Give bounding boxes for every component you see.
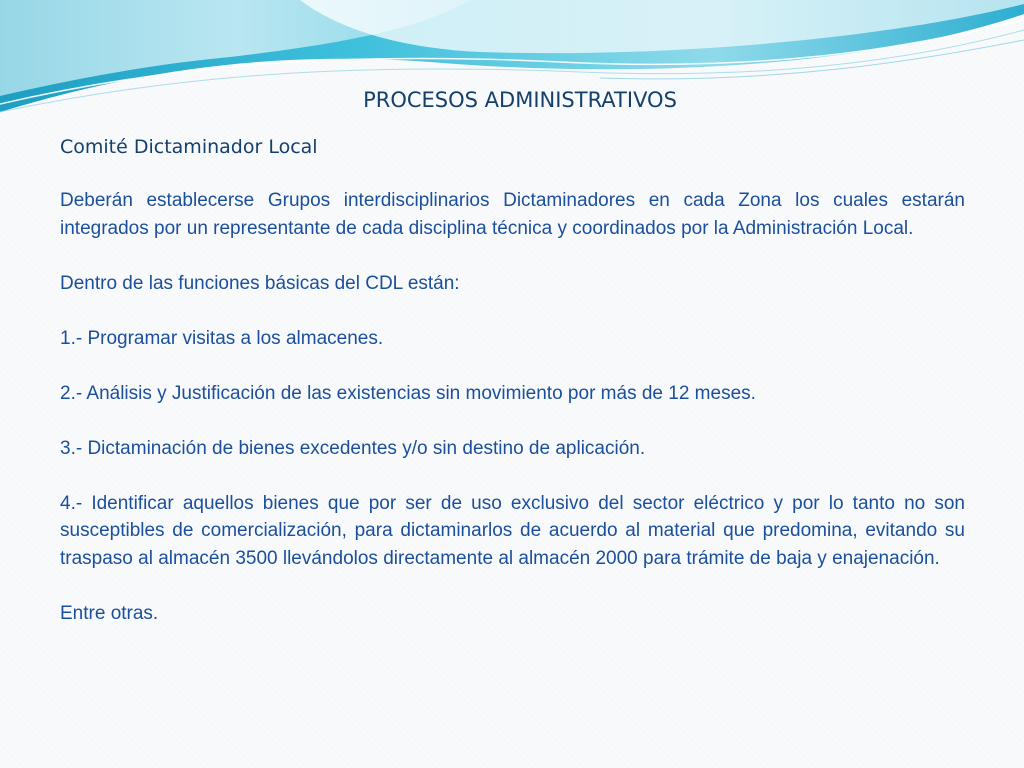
page-title: PROCESOS ADMINISTRATIVOS <box>363 88 677 112</box>
closing-text: Entre otras. <box>60 602 159 624</box>
function-item-1: 1.- Programar visitas a los almacenes. <box>60 327 384 349</box>
function-item-3: 3.- Dictaminación de bienes excedentes y/o sin destino de aplicación. <box>60 437 646 459</box>
section-subtitle: Comité Dictaminador Local <box>60 136 318 158</box>
intro-paragraph: Deberán establecerse Grupos interdisciplinarios Dictaminadores en cada Zona los cuales estarán integrados por un representante de cada disciplina técnica y coordinados por la Administración Local. <box>60 190 965 239</box>
function-item-2: 2.- Análisis y Justificación de las existencias sin movimiento por más de 12 meses. <box>60 382 756 404</box>
functions-intro: Dentro de las funciones básicas del CDL están: <box>60 272 460 294</box>
slide-body <box>60 187 965 655</box>
function-item-4: 4.- Identificar aquellos bienes que por ser de uso exclusivo del sector eléctrico y por lo tanto no son susceptibles de comercialización, para dictaminarlos de acuerdo al material que predomina, evitando su traspaso al almacén 3500 llevándolos directamente al almacén 2000 para trámite de baja y enajenación. <box>60 492 965 569</box>
